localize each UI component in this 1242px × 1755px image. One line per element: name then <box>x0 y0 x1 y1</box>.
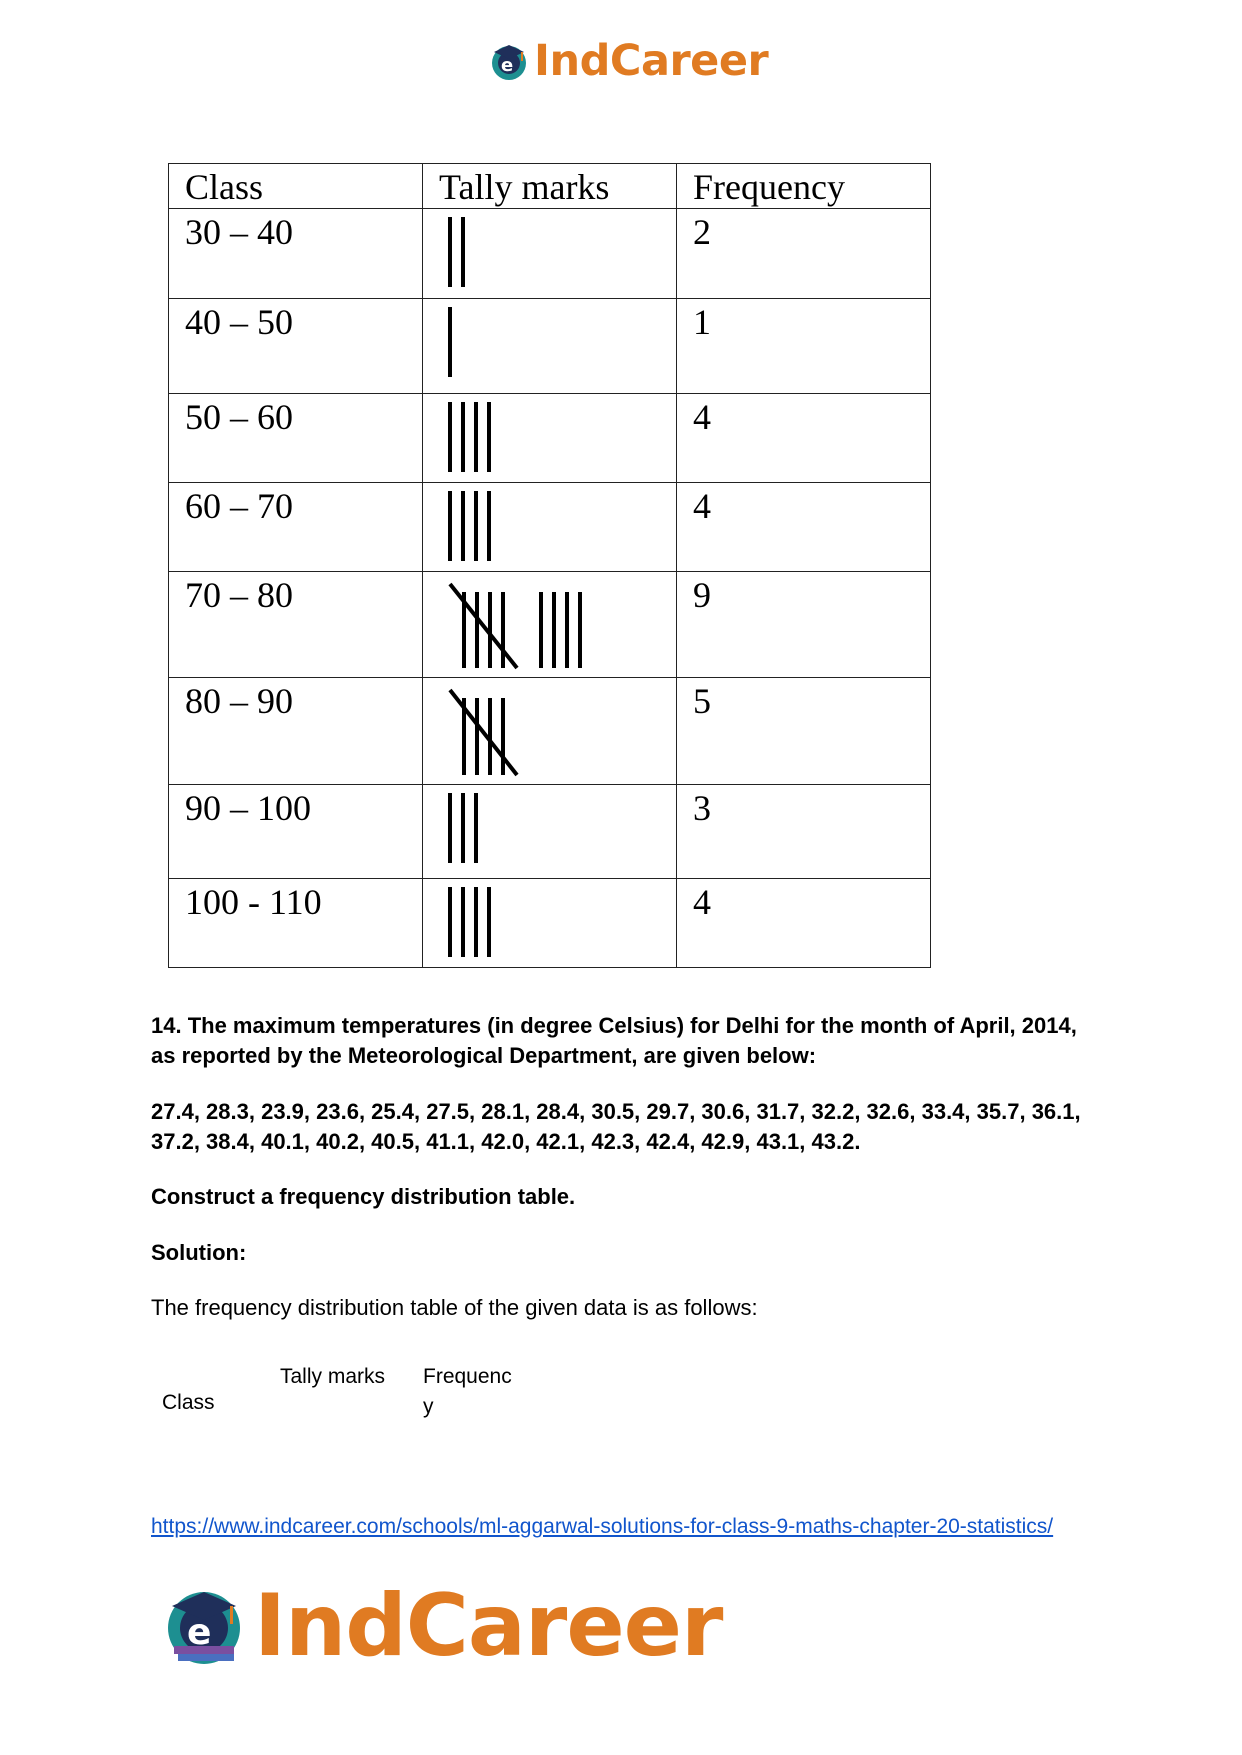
tally-marks <box>423 394 676 483</box>
source-link[interactable]: https://www.indcareer.com/schools/ml-aggarwal-solutions-for-class-9-maths-chapter-20-statistics/ <box>151 1515 1054 1538</box>
frequency-cell: 3 <box>677 785 931 879</box>
tally-marks <box>423 572 676 678</box>
footer-logo <box>160 1576 723 1676</box>
globe-books-icon <box>160 1582 248 1670</box>
header-tally: Tally marks <box>423 164 677 209</box>
frequency-cell: 9 <box>677 572 931 678</box>
table-row <box>169 394 931 483</box>
table-row <box>169 678 931 785</box>
table-row <box>169 299 931 394</box>
svg-text:e: e <box>501 55 514 76</box>
class-cell: 70 – 80 <box>169 572 423 678</box>
table-row <box>169 785 931 879</box>
solution-header-tally: Tally marks <box>280 1365 386 1388</box>
frequency-cell: 4 <box>677 394 931 483</box>
tally-marks <box>423 483 676 572</box>
tally-marks <box>423 785 676 879</box>
frequency-cell: 5 <box>677 678 931 785</box>
class-cell: 30 – 40 <box>169 209 423 299</box>
tally-cell <box>423 209 677 299</box>
question-data: 27.4, 28.3, 23.9, 23.6, 25.4, 27.5, 28.1, 28.4, 30.5, 29.7, 30.6, 31.7, 32.2, 32.6, 33.4, 35.7, 36.1, 37.2, 38.4, 40.1, 40.2, 40.5, 41.1, 42.0, 42.1, 42.3, 42.4, 42.9, 43.1, 43.2. <box>151 1099 1081 1154</box>
tally-cross-stroke <box>450 584 517 668</box>
frequency-cell: 2 <box>677 209 931 299</box>
tally-cell <box>423 394 677 483</box>
footer-brand-name: IndCareer <box>254 1576 723 1676</box>
tally-marks <box>423 209 676 299</box>
class-cell: 90 – 100 <box>169 785 423 879</box>
class-cell: 50 – 60 <box>169 394 423 483</box>
tally-cell <box>423 572 677 678</box>
solution-header-class: Class <box>162 1391 215 1414</box>
table-row <box>169 572 931 678</box>
table-row <box>169 879 931 968</box>
tally-cell <box>423 678 677 785</box>
solution-label: Solution: <box>151 1240 247 1265</box>
brand-name: IndCareer <box>534 36 769 86</box>
header-class: Class <box>169 164 423 209</box>
class-cell: 60 – 70 <box>169 483 423 572</box>
header-logo <box>488 36 769 86</box>
class-cell: 80 – 90 <box>169 678 423 785</box>
tally-marks <box>423 678 676 785</box>
tally-table <box>168 163 931 968</box>
frequency-cell: 4 <box>677 879 931 968</box>
globe-graduation-cap-icon <box>488 40 530 82</box>
tally-cell <box>423 879 677 968</box>
tally-cell <box>423 785 677 879</box>
tally-marks <box>423 879 676 968</box>
frequency-cell: 1 <box>677 299 931 394</box>
tally-marks <box>423 299 676 394</box>
tally-cell <box>423 483 677 572</box>
svg-text:e: e <box>187 1612 212 1653</box>
class-cell: 100 - 110 <box>169 879 423 968</box>
question-title: 14. The maximum temperatures (in degree Celsius) for Delhi for the month of April, 2014, as reported by the Meteorological Department, are given below: <box>151 1013 1077 1068</box>
solution-header-frequency: Frequenc y <box>423 1365 512 1418</box>
tally-cross-stroke <box>450 690 517 775</box>
frequency-cell: 4 <box>677 483 931 572</box>
solution-text: The frequency distribution table of the given data is as follows: <box>151 1295 758 1320</box>
header-frequency: Frequency <box>677 164 931 209</box>
table-row <box>169 209 931 299</box>
class-cell: 40 – 50 <box>169 299 423 394</box>
tally-cell <box>423 299 677 394</box>
table-row <box>169 483 931 572</box>
question-instruction: Construct a frequency distribution table. <box>151 1184 576 1209</box>
